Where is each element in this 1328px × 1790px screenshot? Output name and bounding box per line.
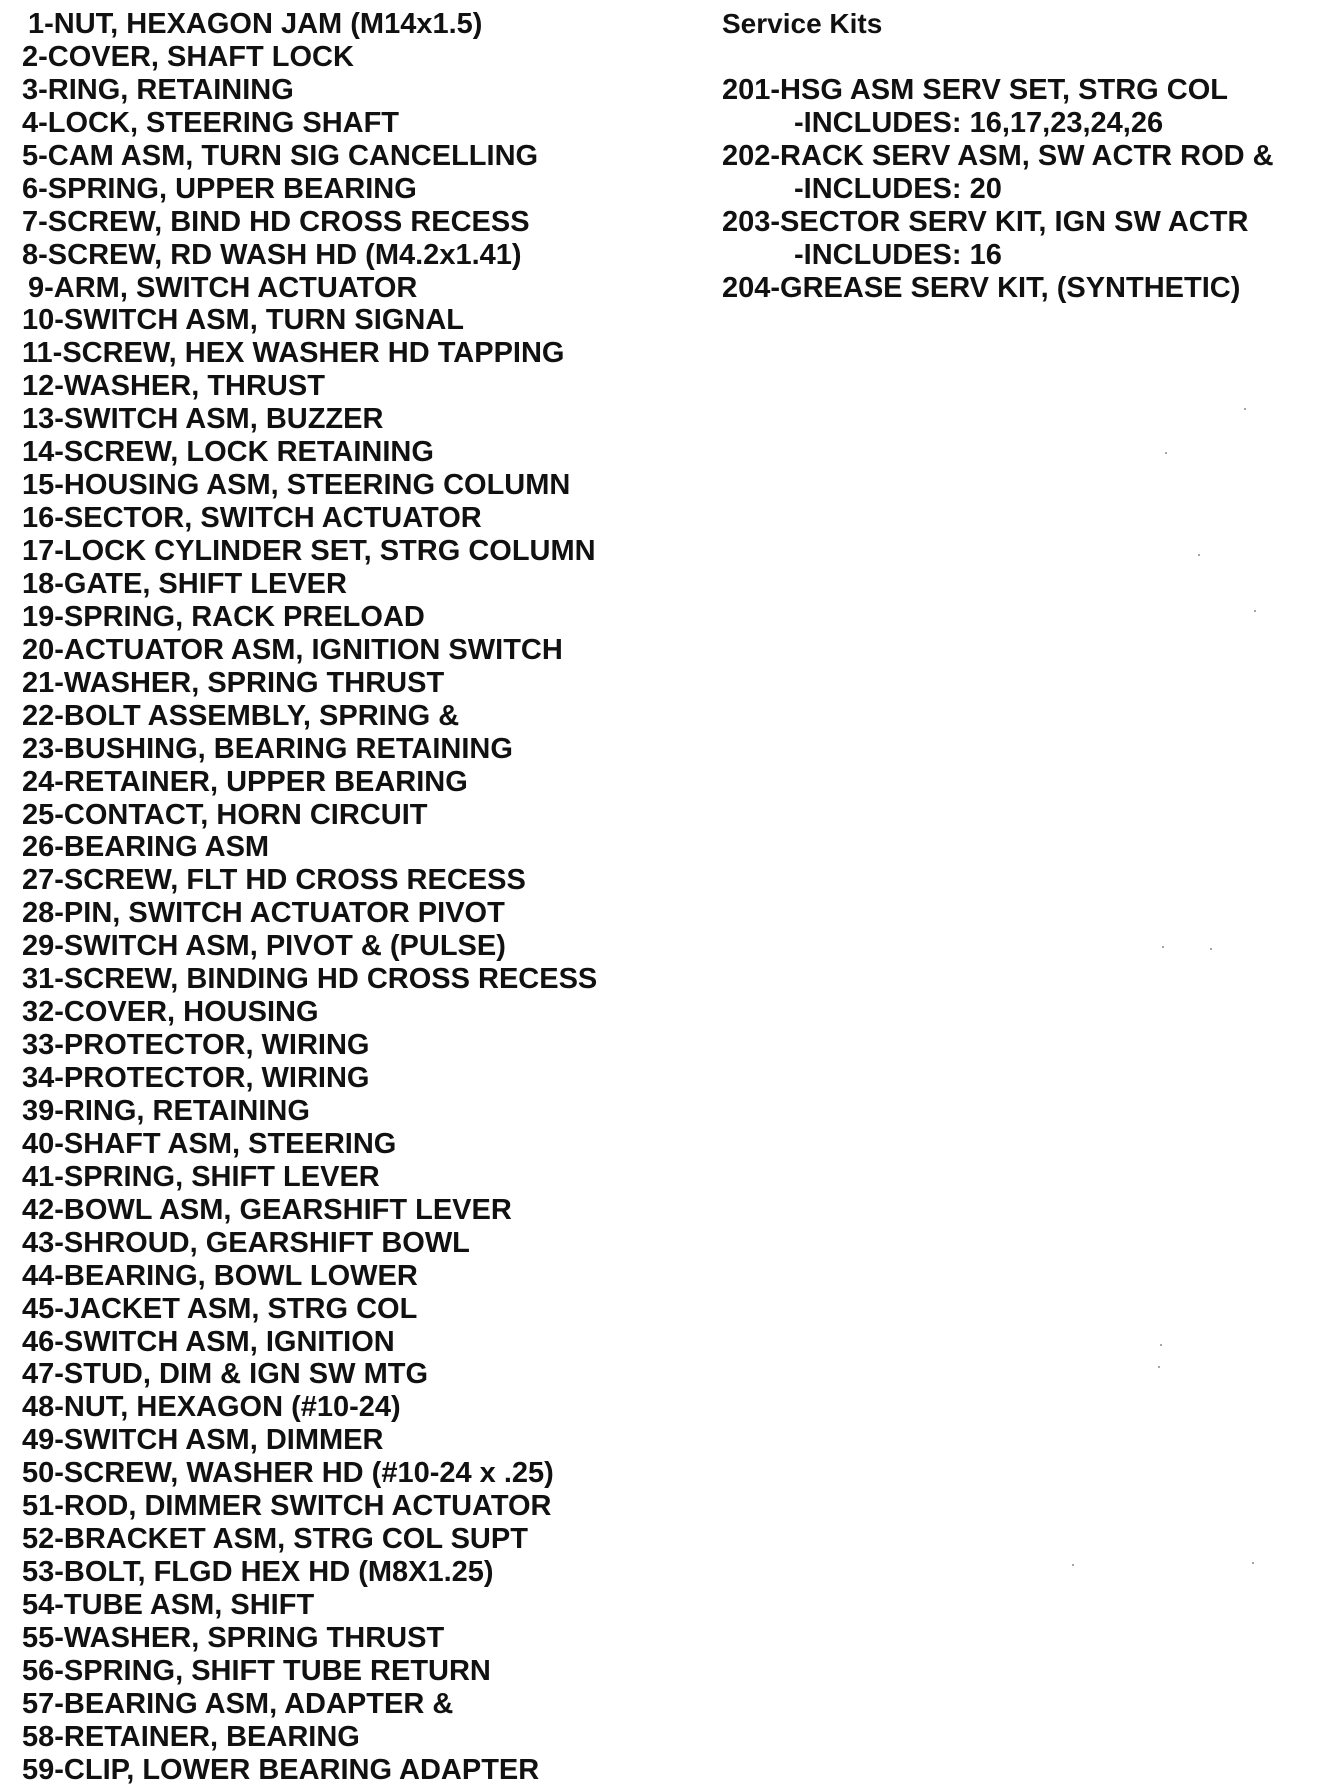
part-item: 12-WASHER, THRUST [22, 370, 325, 403]
part-item: 19-SPRING, RACK PRELOAD [22, 600, 425, 633]
scan-speck [1072, 1564, 1074, 1566]
part-item: 13-SWITCH ASM, BUZZER [22, 403, 384, 436]
service-kits [722, 8, 1322, 305]
part-item: 26-BEARING ASM [22, 831, 270, 864]
part-item: 34-PROTECTOR, WIRING [22, 1062, 370, 1094]
part-item: 18-GATE, SHIFT LEVER [22, 567, 347, 600]
scan-speck [1244, 408, 1246, 410]
part-item: 7-SCREW, BIND HD CROSS RECESS [22, 205, 530, 238]
part-item: 16-SECTOR, SWITCH ACTUATOR [22, 502, 482, 535]
scan-speck [1158, 1366, 1160, 1368]
part-item: 57-BEARING ASM, ADAPTER & [22, 1687, 454, 1720]
part-item: 21-WASHER, SPRING THRUST [22, 666, 445, 699]
scan-speck [1210, 948, 1212, 950]
scan-speck [1162, 946, 1164, 948]
part-item: 9-ARM, SWITCH ACTUATOR [28, 271, 418, 304]
part-item: 49-SWITCH ASM, DIMMER [22, 1424, 384, 1457]
kit-item [722, 140, 1322, 206]
part-item: 22-BOLT ASSEMBLY, SPRING & [22, 699, 460, 732]
scan-speck [1160, 1344, 1162, 1346]
part-item: 24-RETAINER, UPPER BEARING [22, 765, 468, 798]
part-item: 41-SPRING, SHIFT LEVER [22, 1160, 380, 1193]
parts-list [22, 8, 702, 1787]
part-item: 54-TUBE ASM, SHIFT [22, 1589, 315, 1621]
kit-includes: -INCLUDES: 16,17,23,24,26 [794, 106, 1164, 139]
part-item: 43-SHROUD, GEARSHIFT BOWL [22, 1226, 470, 1259]
part-item: 45-JACKET ASM, STRG COL [22, 1292, 418, 1325]
part-item: 40-SHAFT ASM, STEERING [22, 1127, 397, 1160]
part-item: 20-ACTUATOR ASM, IGNITION SWITCH [22, 633, 563, 666]
part-item: 48-NUT, HEXAGON (#10-24) [22, 1391, 401, 1424]
part-item: 10-SWITCH ASM, TURN SIGNAL [22, 304, 464, 337]
part-item: 31-SCREW, BINDING HD CROSS RECESS [22, 963, 598, 996]
part-item: 5-CAM ASM, TURN SIG CANCELLING [22, 139, 539, 172]
kit-item [722, 74, 1322, 140]
part-item: 23-BUSHING, BEARING RETAINING [22, 732, 513, 765]
kit-includes: -INCLUDES: 16 [794, 238, 1002, 271]
kit-name: 203-SECTOR SERV KIT, IGN SW ACTR [722, 205, 1249, 238]
part-item: 15-HOUSING ASM, STEERING COLUMN [22, 469, 571, 502]
part-item: 44-BEARING, BOWL LOWER [22, 1259, 418, 1292]
kit-item [722, 206, 1322, 272]
part-item: 50-SCREW, WASHER HD (#10-24 x .25) [22, 1457, 554, 1490]
kit-name: 201-HSG ASM SERV SET, STRG COL [722, 73, 1228, 106]
part-item: 25-CONTACT, HORN CIRCUIT [22, 798, 428, 831]
scan-speck [1165, 452, 1167, 454]
part-item: 4-LOCK, STEERING SHAFT [22, 106, 400, 139]
part-item: 28-PIN, SWITCH ACTUATOR PIVOT [22, 897, 505, 930]
service-kits-title: Service Kits [722, 8, 883, 39]
part-item: 51-ROD, DIMMER SWITCH ACTUATOR [22, 1490, 552, 1523]
part-item: 47-STUD, DIM & IGN SW MTG [22, 1358, 428, 1391]
part-item: 1-NUT, HEXAGON JAM (M14x1.5) [28, 8, 483, 40]
part-item: 59-CLIP, LOWER BEARING ADAPTER [22, 1753, 540, 1786]
kit-name: 204-GREASE SERV KIT, (SYNTHETIC) [722, 271, 1241, 304]
kit-name: 202-RACK SERV ASM, SW ACTR ROD & [722, 139, 1274, 172]
part-item: 8-SCREW, RD WASH HD (M4.2x1.41) [22, 238, 522, 271]
service-kits-list [722, 74, 1322, 305]
kit-item [722, 272, 1322, 305]
part-item: 27-SCREW, FLT HD CROSS RECESS [22, 864, 526, 897]
part-item: 11-SCREW, HEX WASHER HD TAPPING [22, 337, 565, 370]
scan-speck [1252, 1562, 1254, 1564]
part-item: 46-SWITCH ASM, IGNITION [22, 1325, 395, 1358]
part-item: 32-COVER, HOUSING [22, 996, 319, 1029]
part-item: 52-BRACKET ASM, STRG COL SUPT [22, 1523, 528, 1556]
scan-speck [1254, 610, 1256, 612]
part-item: 17-LOCK CYLINDER SET, STRG COLUMN [22, 535, 596, 567]
part-item: 3-RING, RETAINING [22, 73, 294, 106]
part-item: 2-COVER, SHAFT LOCK [22, 40, 354, 73]
part-item: 29-SWITCH ASM, PIVOT & (PULSE) [22, 930, 506, 963]
part-item: 39-RING, RETAINING [22, 1094, 310, 1127]
part-item: 33-PROTECTOR, WIRING [22, 1029, 370, 1062]
part-item: 6-SPRING, UPPER BEARING [22, 172, 417, 205]
part-item: 58-RETAINER, BEARING [22, 1720, 360, 1753]
kit-includes: -INCLUDES: 20 [794, 172, 1002, 205]
part-item: 14-SCREW, LOCK RETAINING [22, 436, 434, 469]
part-item: 55-WASHER, SPRING THRUST [22, 1621, 445, 1654]
part-item: 56-SPRING, SHIFT TUBE RETURN [22, 1654, 491, 1687]
part-item: 53-BOLT, FLGD HEX HD (M8X1.25) [22, 1556, 494, 1589]
scan-speck [1198, 554, 1200, 556]
part-item: 42-BOWL ASM, GEARSHIFT LEVER [22, 1193, 512, 1226]
